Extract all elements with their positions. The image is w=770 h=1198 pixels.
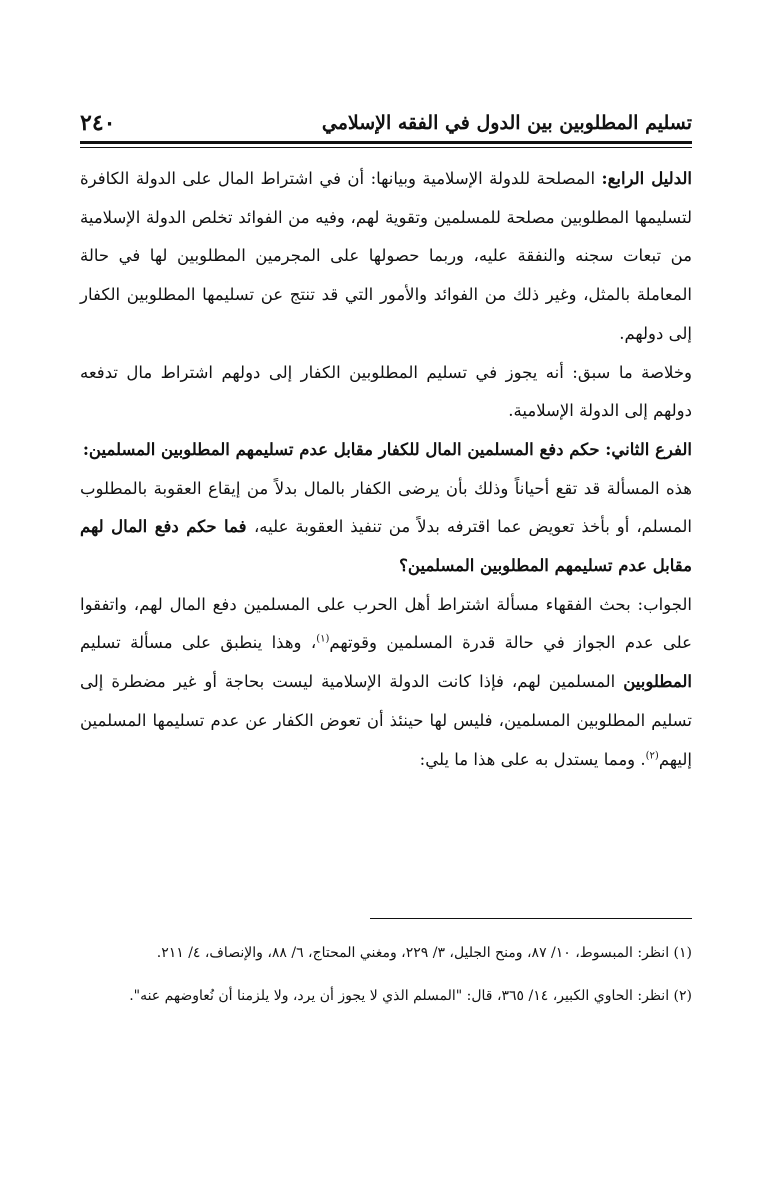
footnote-1: (١) انظر: المبسوط، ١٠/ ٨٧، ومنح الجليل، ٣/ ٢٢٩، ومغني المحتاج، ٦/ ٨٨، والإنصاف، ٤/ ٢١١. [156, 945, 692, 961]
page-number: ٢٤٠ [80, 110, 116, 136]
section-heading-text: الفرع الثاني: حكم دفع المسلمين المال للكفار مقابل عدم تسليمهم المطلوبين المسلمين: [82, 439, 692, 459]
paragraph-text: . ومما يستدل به على هذا ما يلي: [419, 749, 646, 769]
paragraph-text: ، وهذا ينطبق على مسألة تسليم [80, 633, 317, 653]
section-heading [80, 431, 692, 470]
page-header [80, 108, 692, 138]
footnote-2: (٢) انظر: الحاوي الكبير، ١٤/ ٣٦٥، قال: "المسلم الذي لا يجوز أن يرد، ولا يلزمنا أن نُعاوضهم عنه". [129, 988, 692, 1004]
footnote-ref-2[interactable]: (٢) [645, 750, 659, 762]
paragraph-text: المسلمين لهم، فإذا كانت الدولة الإسلامية ليست بحاجة أو غير مضطرة إلى تسليم المطلوبين المسلمين، فليس لها حينئذ أن تعوض الكفار عن عدم تسليمها المسلمين إليهم [80, 672, 692, 769]
paragraph-text: المصلحة للدولة الإسلامية وبيانها: أن في اشتراط المال على الدولة الكافرة لتسليمها المطلوبين مصلحة للمسلمين وتقوية لهم، وفيه من الفوائد تخلص الدولة الإسلامية من تبعات سجنه والنفقة عليه، وربما حصولها على المجرمين المطلوبين لها في حالة المعاملة بالمثل، وغير ذلك من الفوائد والأمور التي قد تنتج عن تسليمها المطلوبين الكفار إلى دولهم. [80, 169, 692, 343]
paragraph-text: هذه المسألة قد تقع أحياناً وذلك بأن يرضى الكفار بالمال بدلاً من إيقاع العقوبة بالمطلوب المسلم، أو بأخذ تعويض عما اقترفه بدلاً من تنفيذ العقوبة عليه، [80, 478, 692, 537]
main-text [80, 160, 692, 779]
paragraph-bold-term: المطلوبين [623, 672, 692, 692]
footnote-separator [370, 918, 692, 919]
paragraph-issue [80, 470, 692, 586]
running-title: تسليم المطلوبين بين الدول في الفقه الإسلامي [321, 112, 692, 134]
paragraph-summary [80, 354, 692, 431]
paragraph-fourth-evidence [80, 160, 692, 354]
paragraph-text: وخلاصة ما سبق: أنه يجوز في تسليم المطلوبين الكفار إلى دولهم اشتراط مال تدفعه دولهم إلى الدولة الإسلامية. [80, 362, 692, 421]
paragraph-question: فما حكم دفع المال لهم مقابل عدم تسليمهم المطلوبين المسلمين؟ [80, 517, 692, 576]
paragraph-lead: الدليل الرابع: [601, 169, 692, 188]
paragraph-answer [80, 586, 692, 780]
header-rule-thin [80, 147, 692, 148]
paragraph-text: الجواب: بحث الفقهاء مسألة اشتراط أهل الحرب على المسلمين دفع المال لهم، واتفقوا على عدم الجواز في حالة قدرة المسلمين وقوتهم [80, 594, 692, 653]
footnotes [80, 936, 692, 1022]
header-rule-thick [80, 141, 692, 144]
footnote-ref-1[interactable]: (١) [316, 633, 330, 645]
